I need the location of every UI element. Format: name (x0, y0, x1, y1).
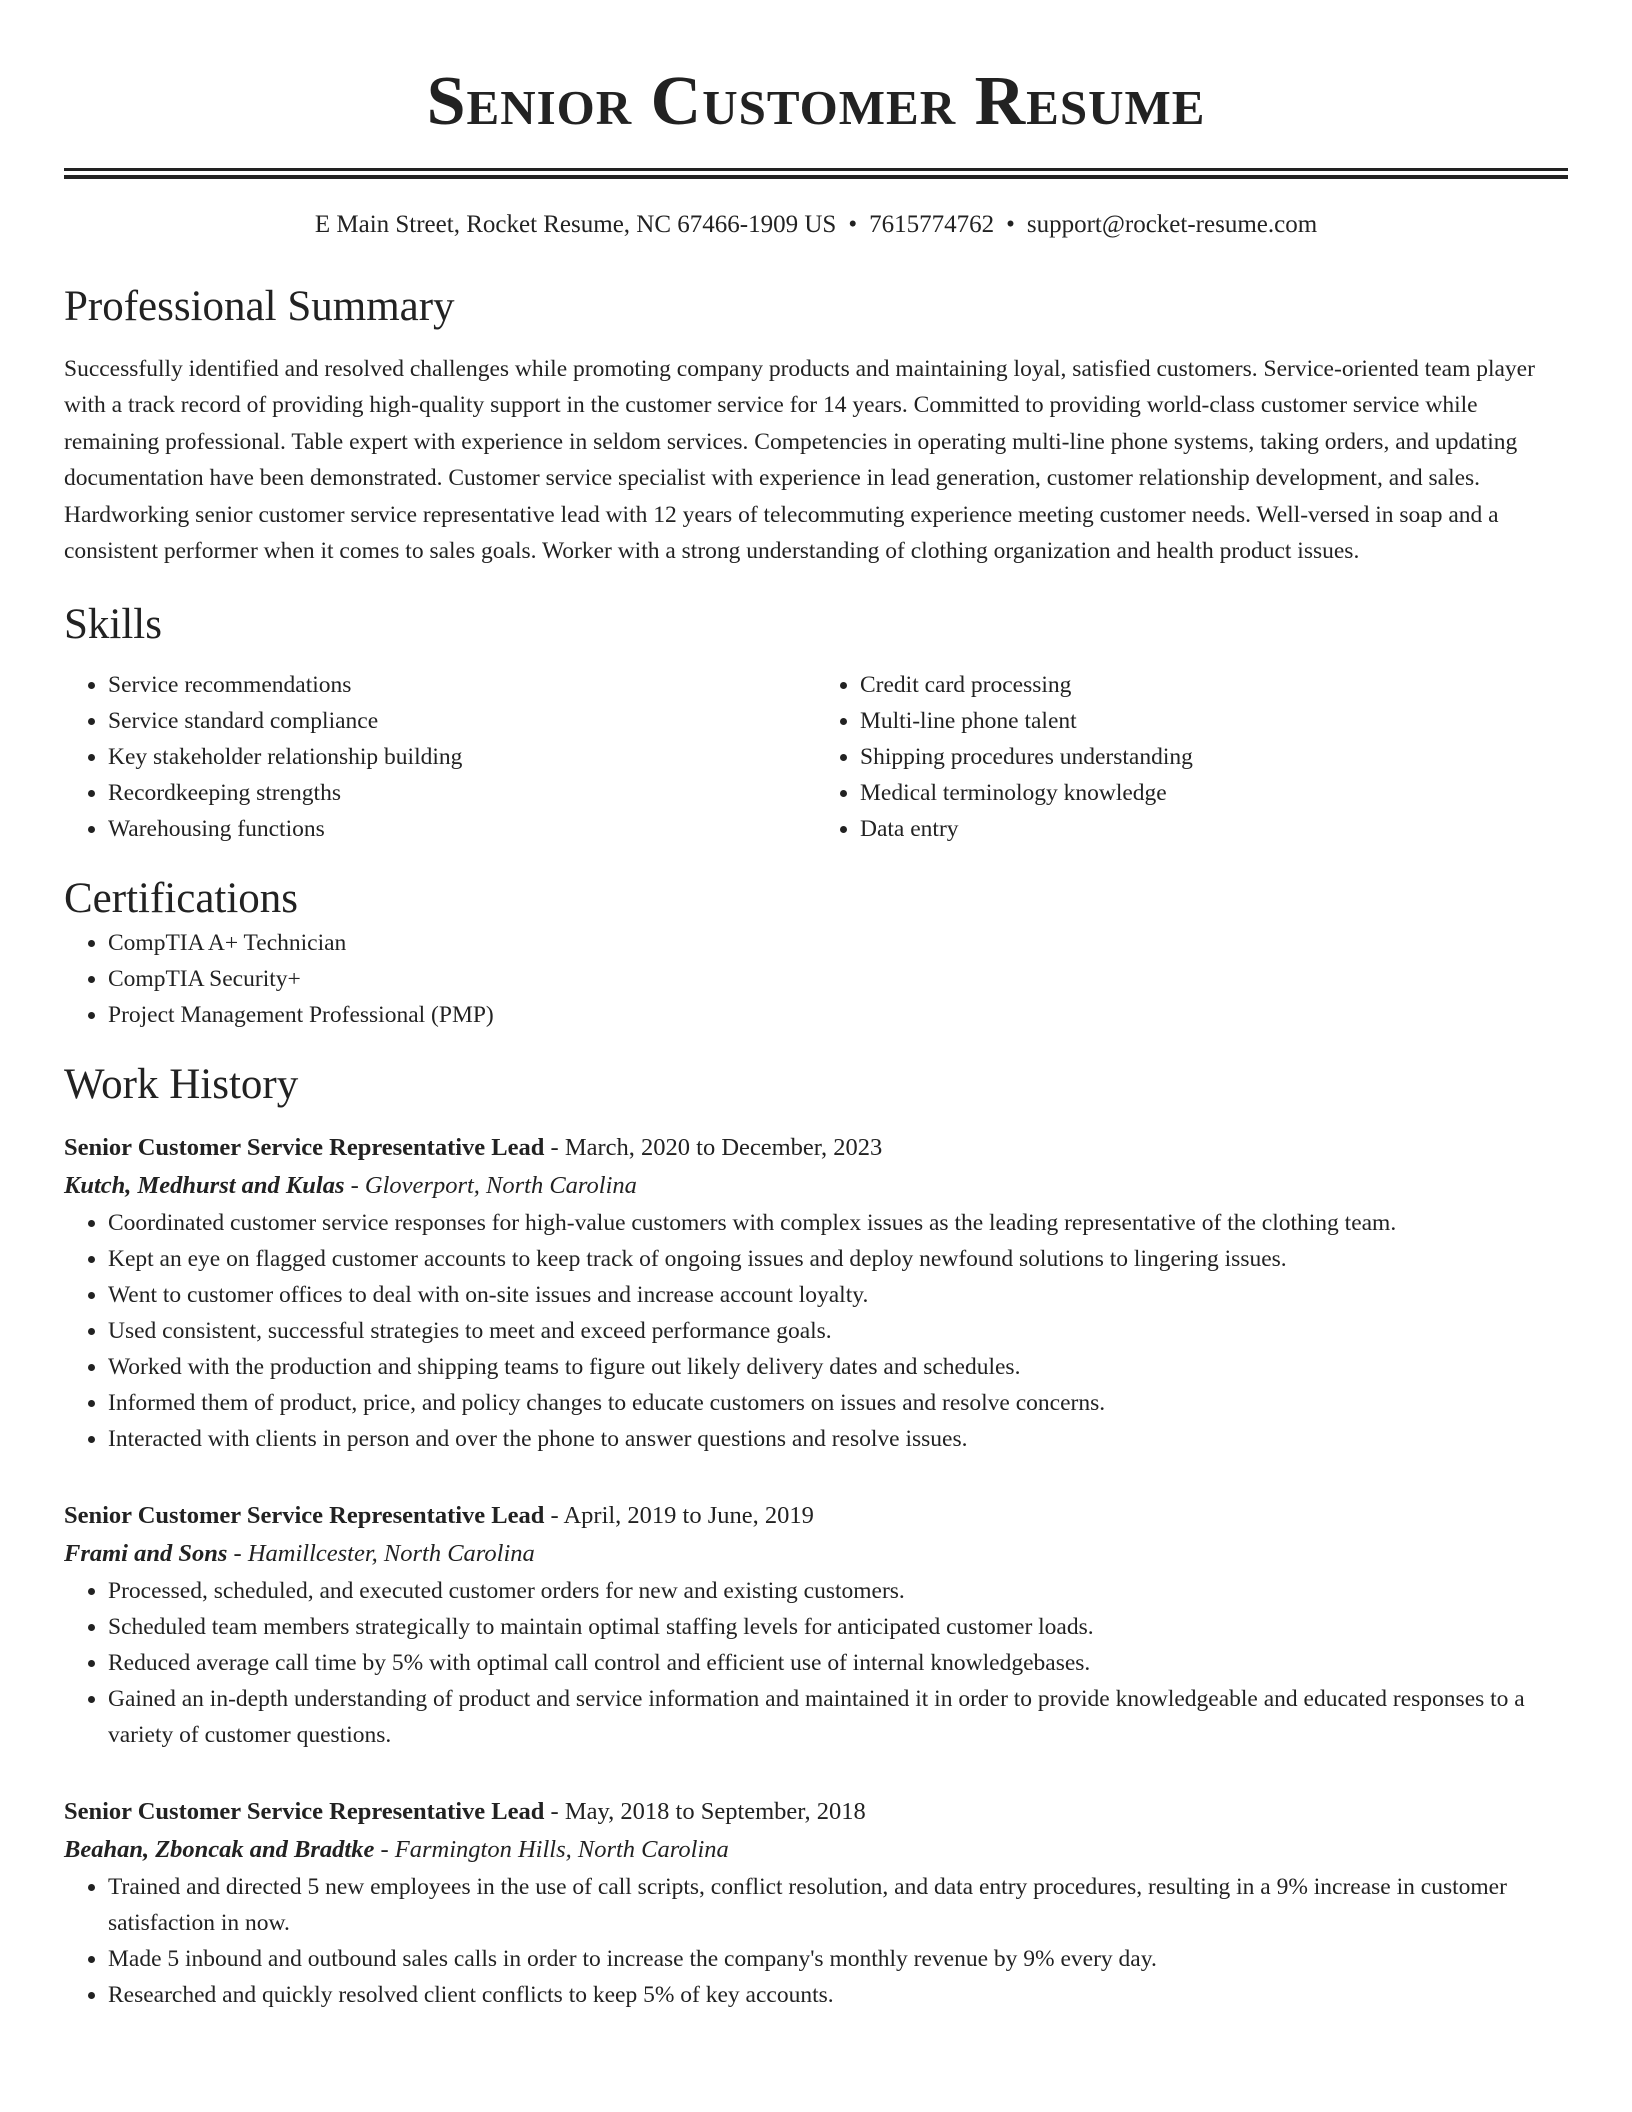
skill-item: • Shipping procedures understanding (860, 739, 1568, 775)
job-duty: • Made 5 inbound and outbound sales calls in order to increase the company's monthly revenue by 9% every day. (108, 1941, 1568, 1977)
skills-list-left (64, 667, 816, 847)
skill-item: • Medical terminology knowledge (860, 775, 1568, 811)
contact-line (64, 209, 1568, 241)
job-duty: • Researched and quickly resolved client conflicts to keep 5% of key accounts. (108, 1977, 1568, 2013)
skill-item: • Service standard compliance (108, 703, 816, 739)
job-company: Kutch, Medhurst and Kulas (64, 1172, 345, 1200)
job-header (64, 1129, 1568, 1167)
job-dates: - April, 2019 to June, 2019 (544, 1502, 814, 1530)
job-duty: • Kept an eye on flagged customer accounts to keep track of ongoing issues and deploy newfound solutions to lingering issues. (108, 1241, 1568, 1277)
job-header (64, 1793, 1568, 1831)
skills-section (64, 599, 1568, 847)
job-role: Senior Customer Service Representative Lead (64, 1502, 545, 1530)
certifications-heading: Certifications (64, 875, 299, 923)
certification-item: • Project Management Professional (PMP) (108, 997, 1568, 1033)
summary-section (64, 281, 1568, 569)
job-employer (64, 1535, 1568, 1573)
job-duty: • Scheduled team members strategically to maintain optimal staffing levels for anticipated customer loads. (108, 1609, 1568, 1645)
job-employer (64, 1167, 1568, 1205)
job-location: - Hamillcester, North Carolina (227, 1540, 535, 1568)
job-duty: • Informed them of product, price, and policy changes to educate customers on issues and resolve concerns. (108, 1385, 1568, 1421)
skills-list-right (816, 667, 1568, 847)
skill-item: • Service recommendations (108, 667, 816, 703)
contact-separator: • (848, 211, 858, 238)
contact-separator: • (1006, 211, 1015, 238)
job-header (64, 1497, 1568, 1535)
job-duties (64, 1205, 1568, 1457)
job-dates: - May, 2018 to September, 2018 (544, 1798, 866, 1826)
summary-heading: Professional Summary (64, 283, 455, 330)
summary-text: Successfully identified and resolved challenges while promoting company products and maintaining loyal, satisfied customers. Service-oriented team player with a track record of providing high-quality support in the customer service for 14 years. Committed to providing world-class customer service while remaining professional. Table expert with experience in seldom services. Competencies in operating multi-line phone systems, taking orders, and updating documentation have been demonstrated. Customer service specialist with experience in lead generation, customer relationship development, and sales. Hardworking senior customer service representative lead with 12 years of telecommuting experience meeting customer needs. Well-versed in soap and a consistent performer when it comes to sales goals. Worker with a strong understanding of clothing organization and health product issues. (64, 356, 1535, 565)
work-history-section (64, 1059, 1568, 2013)
skill-item: • Warehousing functions (108, 811, 816, 847)
job-duty: • Reduced average call time by 5% with optimal call control and efficient use of internal knowledgebases. (108, 1645, 1568, 1681)
job-duty: • Coordinated customer service responses for high-value customers with complex issues as the leading representative of the clothing team. (108, 1205, 1568, 1241)
skill-item: • Key stakeholder relationship building (108, 739, 816, 775)
certifications-section (64, 873, 1568, 1033)
skill-item: • Multi-line phone talent (860, 703, 1568, 739)
resume-title: Senior Customer Resume (426, 63, 1206, 140)
certification-item: • CompTIA Security+ (108, 961, 1568, 997)
contact-email: support@rocket-resume.com (1026, 211, 1318, 238)
certifications-list (64, 925, 1568, 1033)
certification-item: • CompTIA A+ Technician (108, 925, 1568, 961)
job-duties (64, 1869, 1568, 2013)
job-role: Senior Customer Service Representative Lead (64, 1798, 545, 1826)
job-duties (64, 1573, 1568, 1753)
job-employer (64, 1831, 1568, 1869)
contact-address: E Main Street, Rocket Resume, NC 67466-1909 US (314, 211, 837, 238)
job-role: Senior Customer Service Representative Lead (64, 1134, 545, 1162)
job-entry (64, 1129, 1568, 1457)
work-history-heading: Work History (64, 1061, 299, 1109)
job-entry (64, 1793, 1568, 2013)
job-duty: • Interacted with clients in person and over the phone to answer questions and resolve issues. (108, 1421, 1568, 1457)
job-dates: - March, 2020 to December, 2023 (544, 1134, 883, 1162)
job-company: Frami and Sons (64, 1540, 228, 1568)
skills-heading: Skills (64, 601, 162, 649)
title-divider (64, 168, 1568, 179)
skill-item: • Credit card processing (860, 667, 1568, 703)
job-location: - Gloverport, North Carolina (344, 1172, 637, 1200)
job-entry (64, 1497, 1568, 1753)
job-duty: • Used consistent, successful strategies to meet and exceed performance goals. (108, 1313, 1568, 1349)
job-company: Beahan, Zboncak and Bradtke (64, 1836, 375, 1864)
job-duty: • Gained an in-depth understanding of product and service information and maintained it in order to provide knowledgeable and educated responses to a variety of customer questions. (108, 1681, 1568, 1753)
job-duty: • Trained and directed 5 new employees in the use of call scripts, conflict resolution, and data entry procedures, resulting in a 9% increase in customer satisfaction in now. (108, 1869, 1568, 1941)
skill-item: • Data entry (860, 811, 1568, 847)
skill-item: • Recordkeeping strengths (108, 775, 816, 811)
contact-phone: 7615774762 (869, 211, 995, 238)
job-duty: • Went to customer offices to deal with on-site issues and increase account loyalty. (108, 1277, 1568, 1313)
job-duty: • Processed, scheduled, and executed customer orders for new and existing customers. (108, 1573, 1568, 1609)
resume-page (64, 0, 1568, 2013)
job-duty: • Worked with the production and shipping teams to figure out likely delivery dates and schedules. (108, 1349, 1568, 1385)
job-location: - Farmington Hills, North Carolina (374, 1836, 729, 1864)
skills-grid (64, 667, 1568, 847)
